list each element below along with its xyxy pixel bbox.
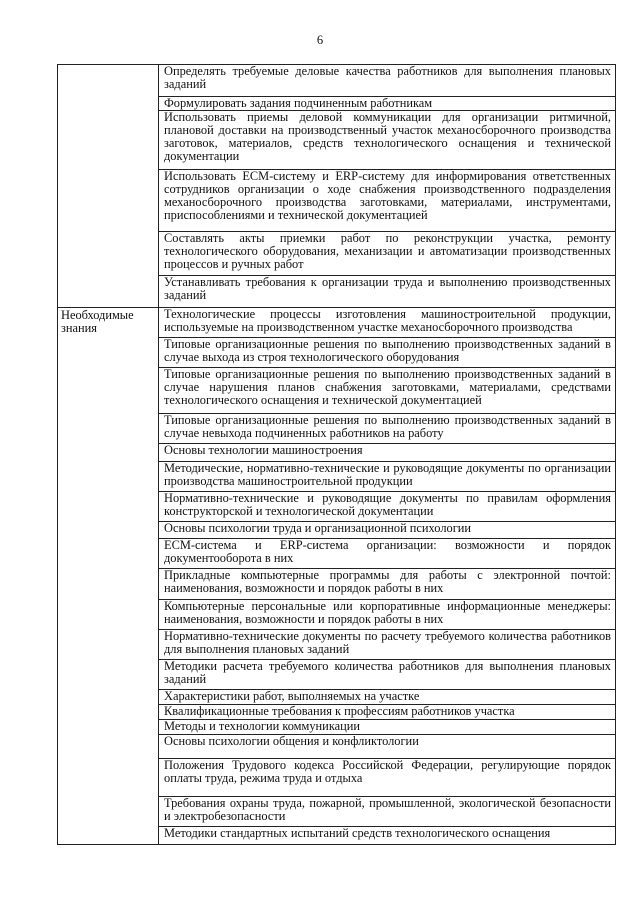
requirement-item: Методики стандартных испытаний средств технологического оснащения [159,827,616,845]
requirement-item: Положения Трудового кодекса Российской Федерации, регулирующие порядок оплаты труда, режима труда и отдыха [159,759,616,797]
requirement-item: Прикладные компьютерные программы для работы с электронной почтой: наименования, возможности и порядок работы в них [159,569,616,600]
requirement-item: Требования охраны труда, пожарной, промышленной, экологической безопасности и электробезопасности [159,797,616,827]
group-label-cell [58,65,159,308]
table-row [58,308,616,338]
requirement-item: Основы психологии общения и конфликтологии [159,735,616,759]
requirement-item: Нормативно-технические документы по расчету требуемого количества работников для выполнения плановых заданий [159,630,616,660]
page-number: 6 [316,33,324,47]
requirement-item: Устанавливать требования к организации труда и выполнению производственных заданий [159,276,616,308]
requirement-item: Использовать ECM-систему и ERP-систему для информирования ответственных сотрудников организации о ходе снабжения производственного подразделения механосборочного производства заготовками, материалами, инструментами, приспособлениями и технической документацией [159,170,616,232]
competency-table [57,64,616,845]
requirement-item: Компьютерные персональные или корпоративные информационные менеджеры: наименования, возможности и порядок работы в них [159,600,616,630]
requirement-item: Типовые организационные решения по выполнению производственных заданий в случае невыхода подчиненных работников на работу [159,414,616,444]
table-row [58,65,616,97]
requirement-item: ECM-система и ERP-система организации: возможности и порядок документооборота в них [159,539,616,569]
competency-table-body [58,65,616,845]
requirement-item: Использовать приемы деловой коммуникации для организации ритмичной, плановой доставки на производственный участок механосборочного производства заготовок, материалов, средств технологического оснащения и технической документации [159,111,616,170]
requirement-item: Характеристики работ, выполняемых на участке [159,690,616,705]
requirement-item: Определять требуемые деловые качества работников для выполнения плановых заданий [159,65,616,97]
requirement-item: Типовые организационные решения по выполнению производственных заданий в случае нарушения планов снабжения заготовками, материалами, средствами технологического оснащения и технической документацией [159,368,616,414]
requirement-item: Методические, нормативно-технические и руководящие документы по организации производства машиностроительной продукции [159,462,616,492]
requirement-item: Составлять акты приемки работ по реконструкции участка, ремонту технологического оборудования, механизации и автоматизации производственных процессов и ручных работ [159,232,616,276]
requirement-item: Квалификационные требования к профессиям работников участка [159,705,616,720]
requirement-item: Методы и технологии коммуникации [159,720,616,735]
requirement-item: Технологические процессы изготовления машиностроительной продукции, используемые на производственном участке механосборочного производства [159,308,616,338]
group-label-cell: Необходимые знания [58,308,159,845]
requirement-item: Типовые организационные решения по выполнению производственных заданий в случае выхода из строя технологического оборудования [159,338,616,368]
requirement-item: Методики расчета требуемого количества работников для выполнения плановых заданий [159,660,616,690]
requirement-item: Формулировать задания подчиненным работникам [159,97,616,111]
requirement-item: Основы психологии труда и организационной психологии [159,522,616,539]
requirement-item: Нормативно-технические и руководящие документы по правилам оформления конструкторской и технологической документации [159,492,616,522]
requirement-item: Основы технологии машиностроения [159,444,616,462]
